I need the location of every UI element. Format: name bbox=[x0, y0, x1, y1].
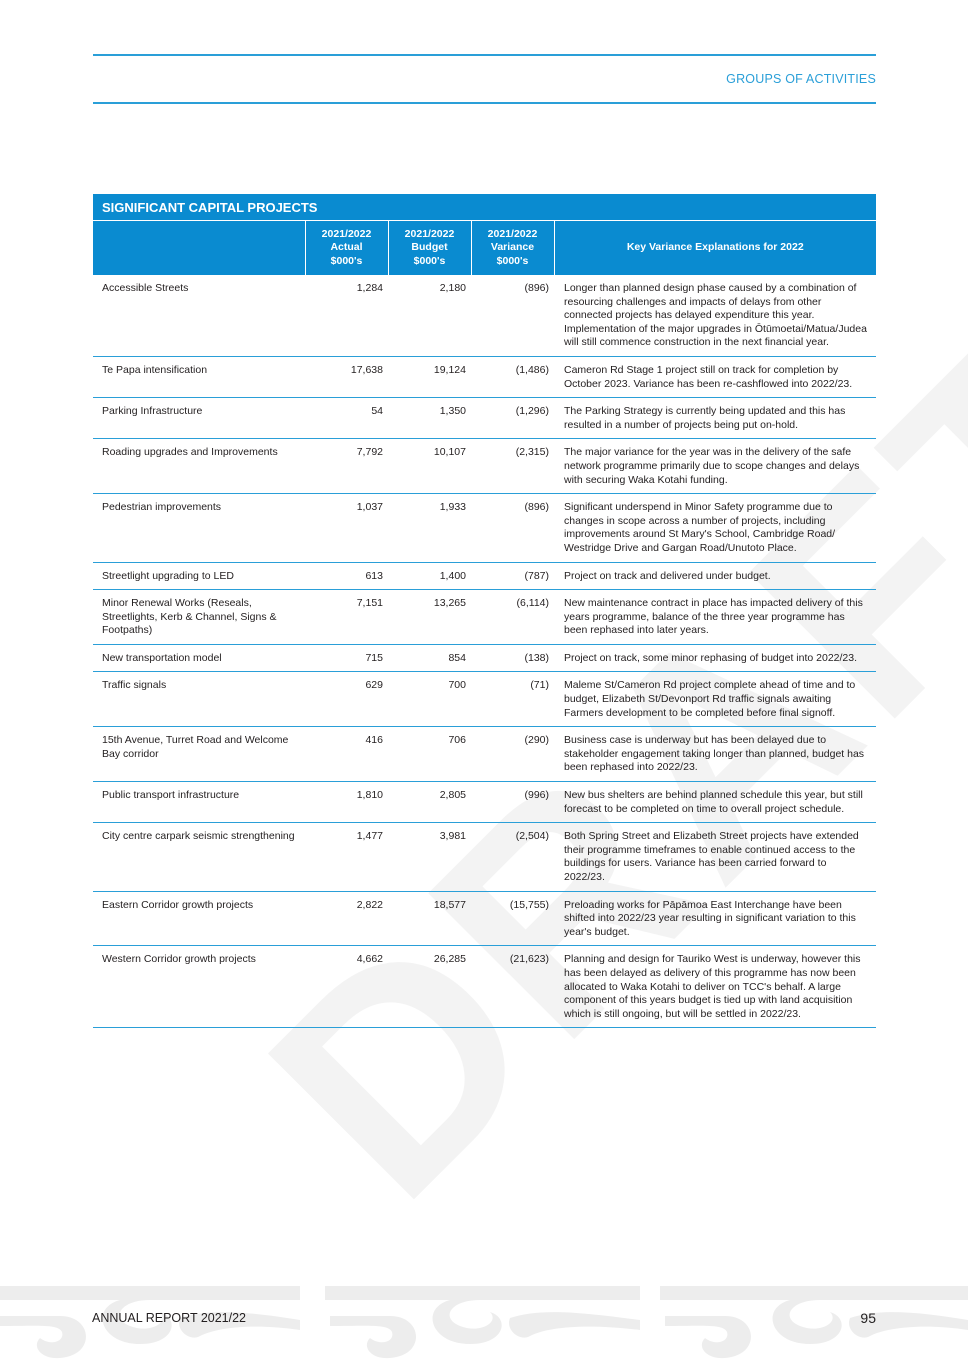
project-name-cell: Parking Infrastructure bbox=[93, 398, 305, 439]
variance-value-cell: (896) bbox=[471, 275, 554, 356]
variance-explanation-cell: New maintenance contract in place has impacted delivery of this years programme, balance of the three year programme has been rephased into later years. bbox=[554, 590, 876, 645]
actual-value-cell: 7,151 bbox=[305, 590, 388, 645]
actual-value-cell: 613 bbox=[305, 562, 388, 590]
table-row bbox=[93, 782, 876, 823]
table-body bbox=[93, 275, 876, 1028]
table-row bbox=[93, 398, 876, 439]
col-header-variance bbox=[471, 221, 554, 275]
actual-value-cell: 7,792 bbox=[305, 439, 388, 494]
budget-value-cell: 854 bbox=[388, 644, 471, 672]
budget-value-cell: 700 bbox=[388, 672, 471, 727]
col-header-actual bbox=[305, 221, 388, 275]
budget-value-cell: 1,933 bbox=[388, 494, 471, 562]
variance-explanation-cell: Longer than planned design phase caused by a combination of resourcing challenges and impacts of delays from other connected projects has delayed expenditure this year. Implementation of the major upgrades in Ōtūmoetai/Matua/Judea will still commence construction in the next financial year. bbox=[554, 275, 876, 356]
col-header-budget-line3: $000's bbox=[413, 254, 446, 267]
capital-projects-table bbox=[93, 221, 876, 1028]
table-title: SIGNIFICANT CAPITAL PROJECTS bbox=[93, 194, 876, 221]
actual-value-cell: 1,477 bbox=[305, 823, 388, 891]
project-name-cell: Public transport infrastructure bbox=[93, 782, 305, 823]
col-header-variance-line2: Variance bbox=[490, 241, 535, 254]
actual-value-cell: 1,037 bbox=[305, 494, 388, 562]
footer-report-title: ANNUAL REPORT 2021/22 bbox=[92, 1311, 247, 1325]
actual-value-cell: 2,822 bbox=[305, 891, 388, 946]
variance-explanation-cell: Project on track and delivered under budget. bbox=[554, 562, 876, 590]
col-header-budget-line1: 2021/2022 bbox=[404, 227, 455, 240]
variance-explanation-cell: Significant underspend in Minor Safety programme due to changes in scope across a number of projects, including improvements around St Mary's School, Cambridge Road/ Westridge Drive and Gargan Road/Unutoto Place. bbox=[554, 494, 876, 562]
budget-value-cell: 19,124 bbox=[388, 356, 471, 397]
table-row bbox=[93, 823, 876, 891]
capital-projects-table-block bbox=[93, 194, 876, 1028]
project-name-cell: New transportation model bbox=[93, 644, 305, 672]
budget-value-cell: 2,180 bbox=[388, 275, 471, 356]
header-rule-bottom bbox=[93, 102, 876, 104]
variance-explanation-cell: The Parking Strategy is currently being updated and this has resulted in a number of projects being put on-hold. bbox=[554, 398, 876, 439]
table-row bbox=[93, 275, 876, 356]
variance-value-cell: (6,114) bbox=[471, 590, 554, 645]
table-row bbox=[93, 356, 876, 397]
budget-value-cell: 1,400 bbox=[388, 562, 471, 590]
variance-explanation-cell: Maleme St/Cameron Rd project complete ahead of time and to budget, Elizabeth St/Devonport Rd traffic signals awaiting Farmers development to be completed before final signoff. bbox=[554, 672, 876, 727]
header-rule-top bbox=[93, 54, 876, 56]
budget-value-cell: 2,805 bbox=[388, 782, 471, 823]
budget-value-cell: 1,350 bbox=[388, 398, 471, 439]
variance-explanation-cell: Project on track, some minor rephasing of budget into 2022/23. bbox=[554, 644, 876, 672]
variance-value-cell: (15,755) bbox=[471, 891, 554, 946]
variance-value-cell: (787) bbox=[471, 562, 554, 590]
col-header-variance-line3: $000's bbox=[496, 254, 529, 267]
project-name-cell: Eastern Corridor growth projects bbox=[93, 891, 305, 946]
table-row bbox=[93, 644, 876, 672]
variance-value-cell: (138) bbox=[471, 644, 554, 672]
col-header-actual-line3: $000's bbox=[330, 254, 363, 267]
table-row bbox=[93, 494, 876, 562]
variance-value-cell: (71) bbox=[471, 672, 554, 727]
variance-explanation-cell: Preloading works for Pāpāmoa East Interchange have been shifted into 2022/23 year resulting in significant variation to this year's budget. bbox=[554, 891, 876, 946]
project-name-cell: Accessible Streets bbox=[93, 275, 305, 356]
variance-value-cell: (996) bbox=[471, 782, 554, 823]
variance-explanation-cell: Business case is underway but has been delayed due to stakeholder engagement taking longer than planned, budget has been rephased into 2022/23. bbox=[554, 727, 876, 782]
project-name-cell: Roading upgrades and Improvements bbox=[93, 439, 305, 494]
variance-explanation-cell: Cameron Rd Stage 1 project still on track for completion by October 2023. Variance has been re-cashflowed into 2022/23. bbox=[554, 356, 876, 397]
project-name-cell: Minor Renewal Works (Reseals, Streetlights, Kerb & Channel, Signs & Footpaths) bbox=[93, 590, 305, 645]
budget-value-cell: 706 bbox=[388, 727, 471, 782]
budget-value-cell: 3,981 bbox=[388, 823, 471, 891]
actual-value-cell: 1,284 bbox=[305, 275, 388, 356]
budget-value-cell: 26,285 bbox=[388, 946, 471, 1028]
table-row bbox=[93, 590, 876, 645]
col-header-actual-line2: Actual bbox=[330, 241, 363, 254]
variance-value-cell: (896) bbox=[471, 494, 554, 562]
col-header-explanation: Key Variance Explanations for 2022 bbox=[554, 221, 876, 275]
project-name-cell: Traffic signals bbox=[93, 672, 305, 727]
col-header-budget bbox=[388, 221, 471, 275]
project-name-cell: Western Corridor growth projects bbox=[93, 946, 305, 1028]
variance-explanation-cell: Planning and design for Tauriko West is underway, however this has been delayed as delivery of this programme has now been allocated to Waka Kotahi to deliver on TCC's behalf. A large component of this years budget is tied up with land acquisition which is still ongoing, but will be settled in 2022/23. bbox=[554, 946, 876, 1028]
variance-explanation-cell: Both Spring Street and Elizabeth Street projects have extended their programme timeframes to enable continued access to the buildings for users. Variance has been carried forward to 2022/23. bbox=[554, 823, 876, 891]
project-name-cell: Te Papa intensification bbox=[93, 356, 305, 397]
table-row bbox=[93, 439, 876, 494]
col-header-project bbox=[93, 221, 305, 275]
section-label: GROUPS OF ACTIVITIES bbox=[726, 72, 876, 86]
table-header-row bbox=[93, 221, 876, 275]
table-row bbox=[93, 891, 876, 946]
variance-explanation-cell: New bus shelters are behind planned schedule this year, but still forecast to be completed on time to overall project schedule. bbox=[554, 782, 876, 823]
actual-value-cell: 1,810 bbox=[305, 782, 388, 823]
col-header-variance-line1: 2021/2022 bbox=[487, 227, 538, 240]
variance-value-cell: (2,315) bbox=[471, 439, 554, 494]
table-row bbox=[93, 562, 876, 590]
budget-value-cell: 13,265 bbox=[388, 590, 471, 645]
project-name-cell: Streetlight upgrading to LED bbox=[93, 562, 305, 590]
table-row bbox=[93, 727, 876, 782]
col-header-budget-line2: Budget bbox=[411, 241, 448, 254]
variance-value-cell: (1,296) bbox=[471, 398, 554, 439]
variance-explanation-cell: The major variance for the year was in the delivery of the safe network programme primarily due to scope changes and delays with securing Waka Kotahi funding. bbox=[554, 439, 876, 494]
actual-value-cell: 416 bbox=[305, 727, 388, 782]
table-row bbox=[93, 946, 876, 1028]
table-row bbox=[93, 672, 876, 727]
variance-value-cell: (21,623) bbox=[471, 946, 554, 1028]
actual-value-cell: 54 bbox=[305, 398, 388, 439]
actual-value-cell: 4,662 bbox=[305, 946, 388, 1028]
page-number: 95 bbox=[860, 1310, 876, 1326]
variance-value-cell: (290) bbox=[471, 727, 554, 782]
project-name-cell: 15th Avenue, Turret Road and Welcome Bay corridor bbox=[93, 727, 305, 782]
col-header-actual-line1: 2021/2022 bbox=[321, 227, 372, 240]
actual-value-cell: 17,638 bbox=[305, 356, 388, 397]
variance-value-cell: (2,504) bbox=[471, 823, 554, 891]
variance-value-cell: (1,486) bbox=[471, 356, 554, 397]
project-name-cell: Pedestrian improvements bbox=[93, 494, 305, 562]
budget-value-cell: 10,107 bbox=[388, 439, 471, 494]
actual-value-cell: 629 bbox=[305, 672, 388, 727]
budget-value-cell: 18,577 bbox=[388, 891, 471, 946]
project-name-cell: City centre carpark seismic strengthening bbox=[93, 823, 305, 891]
actual-value-cell: 715 bbox=[305, 644, 388, 672]
